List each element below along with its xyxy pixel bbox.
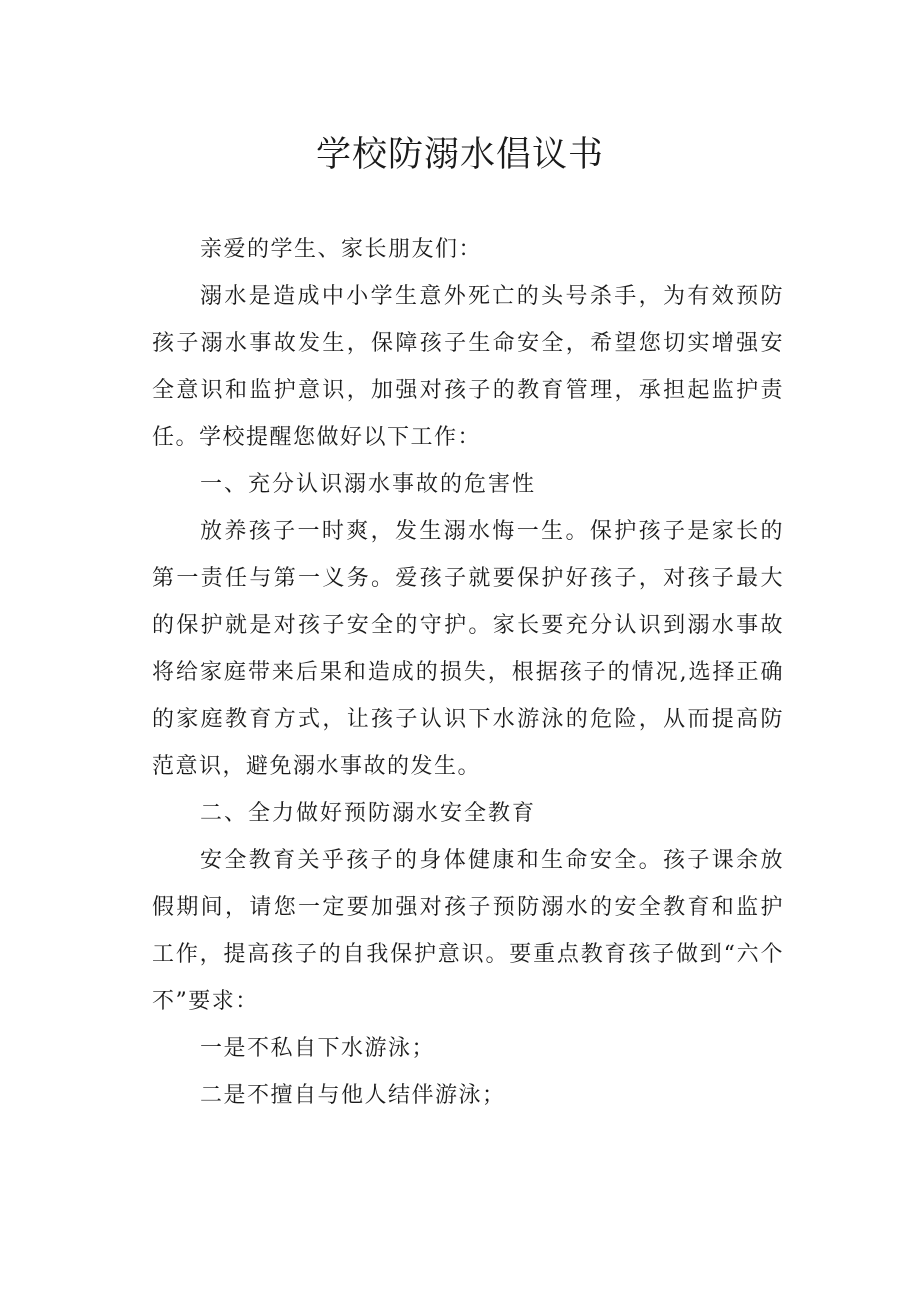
requirement-item-1: 一是不私自下水游泳；: [200, 1036, 436, 1061]
document-title: 学校防溺水倡议书: [315, 135, 604, 175]
salutation: 亲爱的学生、家长朋友们：: [200, 237, 483, 262]
requirement-item-2: 二是不擅自与他人结伴游泳；: [200, 1083, 506, 1108]
document-body: [152, 226, 784, 1119]
section-1-paragraph: 放养孩子一时爽，发生溺水悔一生。保护孩子是家长的第一责任与第一义务。爱孩子就要保护好孩子，对孩子最大的保护就是对孩子安全的守护。家长要充分认识到溺水事故将给家庭带来后果和造成的损失，根据孩子的情况,选择正确的家庭教育方式，让孩子认识下水游泳的危险，从而提高防范意识，避免溺水事故的发生。: [152, 519, 784, 779]
section-2-paragraph: 安全教育关乎孩子的身体健康和生命安全。孩子课余放假期间，请您一定要加强对孩子预防溺水的安全教育和监护工作，提高孩子的自我保护意识。要重点教育孩子做到“六个不”要求：: [152, 848, 784, 1014]
intro-paragraph: 溺水是造成中小学生意外死亡的头号杀手，为有效预防孩子溺水事故发生，保障孩子生命安全，希望您切实增强安全意识和监护意识，加强对孩子的教育管理，承担起监护责任。学校提醒您做好以下工作：: [152, 284, 784, 450]
section-2-heading: 二、全力做好预防溺水安全教育: [200, 801, 537, 826]
section-1-heading: 一、充分认识溺水事故的危害性: [200, 472, 537, 497]
